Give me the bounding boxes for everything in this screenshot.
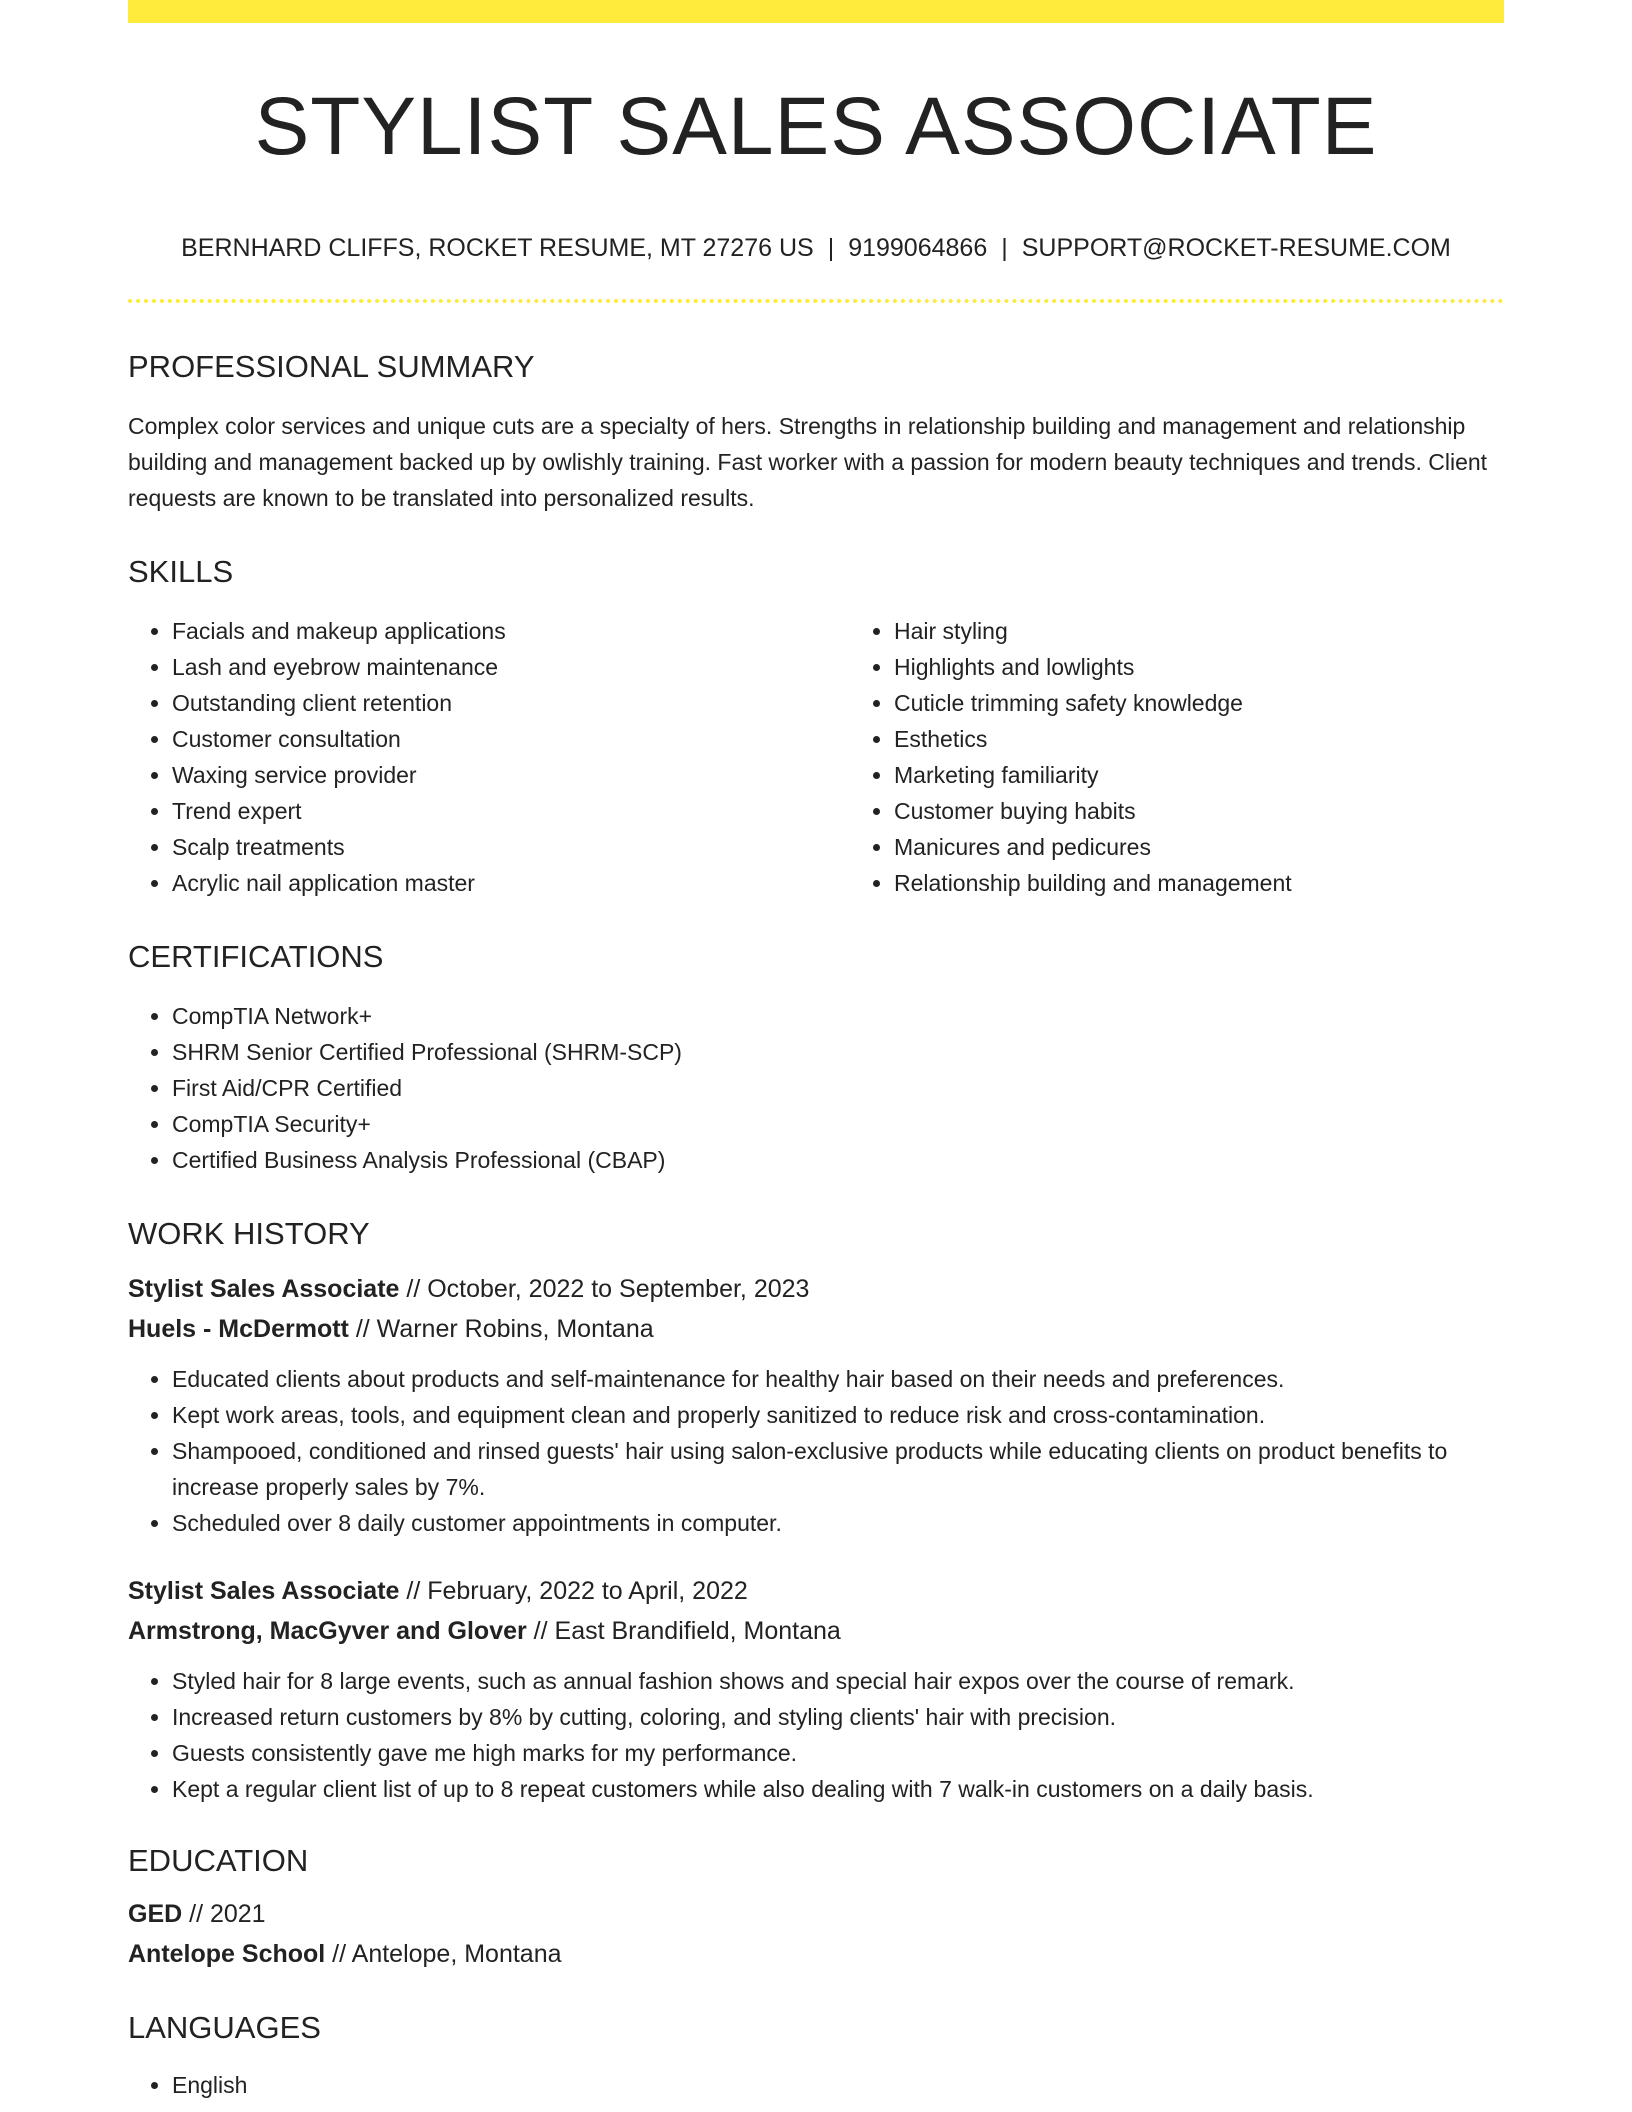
skill-item: • Scalp treatments (172, 829, 850, 865)
certifications-list (128, 998, 1504, 1178)
certifications-heading: CERTIFICATIONS (128, 939, 384, 974)
job-bullet: • Scheduled over 8 daily customer appointments in computer. (172, 1505, 1504, 1541)
summary-text: Complex color services and unique cuts are a specialty of hers. Strengths in relationship building and management and relationship building and management backed up by owlishly training. Fast worker with a passion for modern beauty techniques and trends. Client requests are known to be translated into personalized results. (128, 413, 1488, 511)
job-company: Huels - McDermott (128, 1315, 349, 1343)
job-role: Stylist Sales Associate (128, 1577, 400, 1605)
contact-email[interactable]: SUPPORT@ROCKET-RESUME.COM (1021, 234, 1451, 262)
job-entry (128, 1269, 1504, 1541)
certification-item: • SHRM Senior Certified Professional (SHRM-SCP) (172, 1034, 1504, 1070)
certification-item: • Certified Business Analysis Professional (CBAP) (172, 1142, 1504, 1178)
education-degree: GED (128, 1900, 183, 1928)
skill-item: • Customer consultation (172, 721, 850, 757)
skill-item: • Acrylic nail application master (172, 865, 850, 901)
job-title-line (128, 1571, 1504, 1611)
skills-heading: SKILLS (128, 554, 234, 589)
skill-item: • Facials and makeup applications (172, 613, 850, 649)
skill-item: • Trend expert (172, 793, 850, 829)
job-bullets (128, 1663, 1504, 1807)
contact-separator: | (1001, 234, 1008, 262)
skill-item: • Relationship building and management (894, 865, 1572, 901)
education-school-line (128, 1934, 1504, 1974)
job-role: Stylist Sales Associate (128, 1275, 400, 1303)
job-bullet: • Kept a regular client list of up to 8 repeat customers while also dealing with 7 walk-in customers on a daily basis. (172, 1771, 1504, 1807)
certification-item: • CompTIA Network+ (172, 998, 1504, 1034)
job-location: // Warner Robins, Montana (348, 1315, 654, 1343)
job-entry (128, 1571, 1504, 1807)
education-entry (128, 1894, 1504, 1974)
dotted-divider (128, 299, 1504, 303)
contact-separator: | (827, 234, 835, 262)
languages-heading: LANGUAGES (128, 2010, 321, 2045)
job-company-line (128, 1309, 1504, 1349)
languages-list (128, 2067, 1504, 2103)
contact-address: BERNHARD CLIFFS, ROCKET RESUME, MT 27276 US (181, 234, 814, 262)
skill-item: • Cuticle trimming safety knowledge (894, 685, 1572, 721)
job-bullet: • Styled hair for 8 large events, such as annual fashion shows and special hair expos over the course of remark. (172, 1663, 1504, 1699)
job-bullets (128, 1361, 1504, 1541)
resume-title: STYLIST SALES ASSOCIATE (254, 81, 1378, 172)
contact-line (128, 236, 1504, 261)
skill-item: • Marketing familiarity (894, 757, 1572, 793)
education-location: // Antelope, Montana (325, 1940, 562, 1968)
education-heading: EDUCATION (128, 1843, 309, 1878)
job-bullet: • Shampooed, conditioned and rinsed guests' hair using salon-exclusive products while educating clients on product benefits to increase properly sales by 7%. (172, 1433, 1504, 1505)
job-title-line (128, 1269, 1504, 1309)
job-bullet: • Educated clients about products and self-maintenance for healthy hair based on their needs and preferences. (172, 1361, 1504, 1397)
skill-item: • Hair styling (894, 613, 1572, 649)
job-dates: // February, 2022 to April, 2022 (399, 1577, 748, 1605)
skills-columns (128, 613, 1504, 901)
job-bullet: • Increased return customers by 8% by cutting, coloring, and styling clients' hair with precision. (172, 1699, 1504, 1735)
job-dates: // October, 2022 to September, 2023 (399, 1275, 810, 1303)
language-item: • English (172, 2067, 1504, 2103)
skill-item: • Customer buying habits (894, 793, 1572, 829)
skills-list-right (850, 613, 1572, 901)
job-company-line (128, 1611, 1504, 1651)
skill-item: • Esthetics (894, 721, 1572, 757)
job-company: Armstrong, MacGyver and Glover (128, 1617, 527, 1645)
job-bullet: • Guests consistently gave me high marks for my performance. (172, 1735, 1504, 1771)
skills-list-left (128, 613, 850, 901)
education-school: Antelope School (128, 1940, 326, 1968)
education-year: // 2021 (182, 1900, 266, 1928)
summary-heading: PROFESSIONAL SUMMARY (128, 349, 535, 384)
skill-item: • Highlights and lowlights (894, 649, 1572, 685)
contact-phone: 9199064866 (848, 234, 988, 262)
skill-item: • Waxing service provider (172, 757, 850, 793)
skill-item: • Manicures and pedicures (894, 829, 1572, 865)
resume-page (128, 0, 1504, 2103)
certification-item: • CompTIA Security+ (172, 1106, 1504, 1142)
certification-item: • First Aid/CPR Certified (172, 1070, 1504, 1106)
education-degree-line (128, 1894, 1504, 1934)
job-location: // East Brandifield, Montana (526, 1617, 841, 1645)
work-history-heading: WORK HISTORY (128, 1216, 370, 1251)
skill-item: • Outstanding client retention (172, 685, 850, 721)
skill-item: • Lash and eyebrow maintenance (172, 649, 850, 685)
accent-top-bar (128, 0, 1504, 23)
job-bullet: • Kept work areas, tools, and equipment clean and properly sanitized to reduce risk and cross-contamination. (172, 1397, 1504, 1433)
